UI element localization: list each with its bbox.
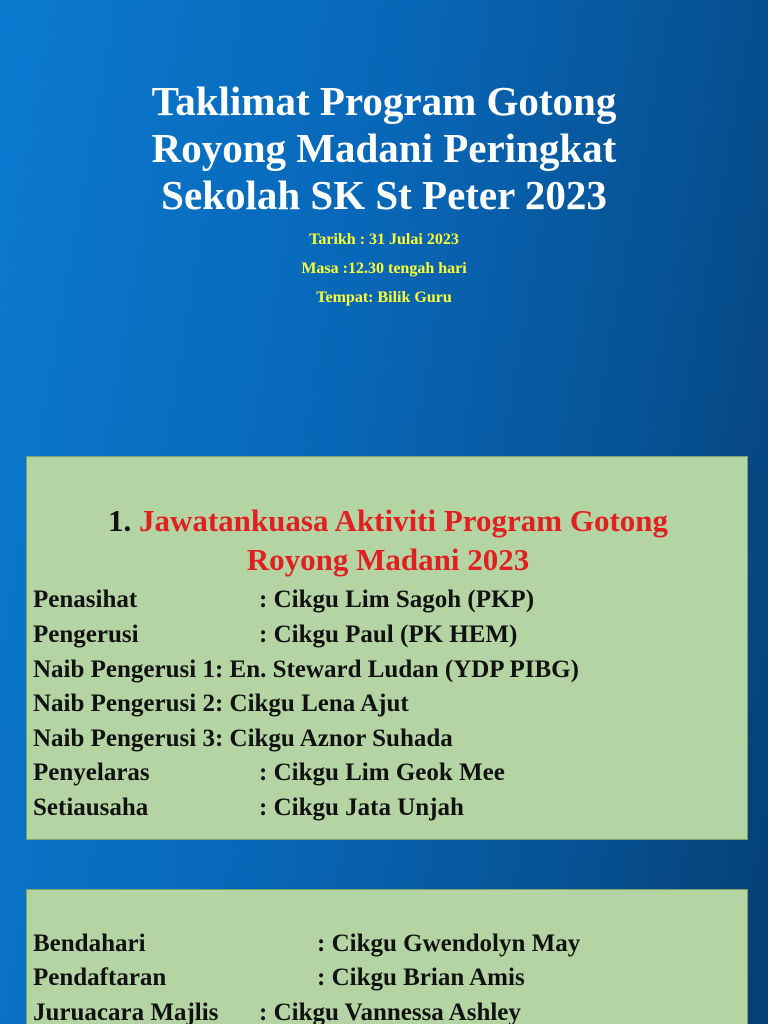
row-label: Pengerusi [33, 621, 139, 648]
title-line-1: Taklimat Program Gotong [151, 78, 617, 124]
row-label: Bendahari [33, 930, 146, 957]
meeting-date: Tarikh : 31 Julai 2023 [309, 231, 459, 248]
committee-row [33, 653, 579, 687]
row-value: : Cikgu Brian Amis [317, 964, 525, 991]
row-value: : Cikgu Lim Geok Mee [259, 759, 505, 786]
row-value: : Cikgu Gwendolyn May [317, 930, 581, 957]
slide-title [0, 78, 768, 219]
committee-row [33, 961, 525, 995]
row-value: : En. Steward Ludan (YDP PIBG) [214, 656, 579, 683]
row-label: Naib Pengerusi 3 [33, 725, 215, 752]
committee-row [33, 756, 505, 790]
meeting-time: Masa :12.30 tengah hari [301, 260, 467, 277]
row-value: : Cikgu Lena Ajut [214, 690, 409, 717]
row-value: : Cikgu Lim Sagoh (PKP) [259, 586, 535, 613]
committee-row [33, 687, 409, 721]
committee-row [33, 583, 534, 617]
row-label: Juruacara Majlis [33, 999, 219, 1024]
committee-row [33, 927, 580, 961]
section-number: 1. [107, 503, 132, 538]
committee-row [33, 618, 517, 652]
committee-row [33, 722, 453, 756]
meeting-place: Tempat: Bilik Guru [316, 289, 452, 306]
committee-row [33, 996, 521, 1024]
committee-panel-continued [26, 889, 748, 1024]
row-value: : Cikgu Paul (PK HEM) [259, 621, 518, 648]
row-value: : Cikgu Jata Unjah [259, 794, 464, 821]
committee-panel [26, 456, 748, 840]
row-value: : Cikgu Aznor Suhada [214, 725, 453, 752]
committee-heading [27, 501, 748, 579]
committee-row [33, 791, 464, 825]
row-label: Setiausaha [33, 794, 149, 821]
title-line-2: Royong Madani Peringkat [151, 125, 617, 171]
row-label: Naib Pengerusi 2 [33, 690, 215, 717]
row-label: Penyelaras [33, 759, 150, 786]
row-label: Naib Pengerusi 1 [33, 656, 215, 683]
title-line-3: Sekolah SK St Peter 2023 [161, 172, 607, 218]
heading-line-1: Jawatankuasa Aktiviti Program Gotong [138, 503, 669, 538]
row-value: : Cikgu Vannessa Ashley [259, 999, 521, 1024]
heading-line-2: Royong Madani 2023 [246, 542, 530, 577]
row-label: Penasihat [33, 586, 138, 613]
row-label: Pendaftaran [33, 964, 167, 991]
